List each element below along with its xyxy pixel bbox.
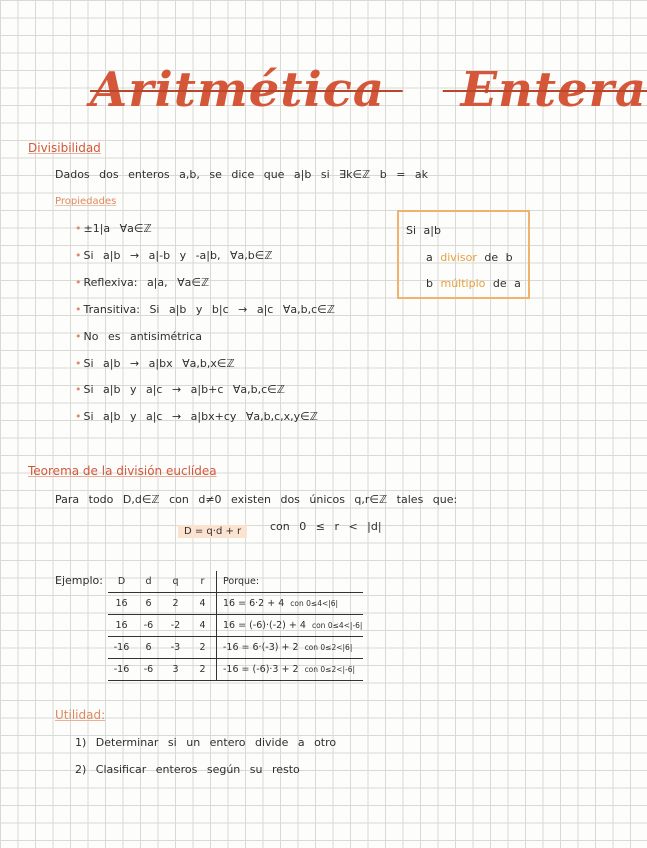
table-header-cell: Porque: xyxy=(217,571,364,593)
table-header-cell: r xyxy=(189,571,217,593)
table-row: -16 6 -3 2 -16 = 6·(-3) + 2 con 0≤2<|6| xyxy=(108,637,363,659)
property-item: • Si a|b y a|c → a|bx+cy ∀a,b,c,x,y∈ℤ xyxy=(75,410,318,423)
section-heading-teorema: Teorema de la división euclídea xyxy=(28,464,217,478)
box-line-1: Si a|b xyxy=(406,224,441,237)
property-item: • Reflexiva: a|a, ∀a∈ℤ xyxy=(75,276,210,289)
title-word-2: Entera xyxy=(460,62,647,118)
page-title xyxy=(90,62,647,118)
section-heading-utilidad: Utilidad: xyxy=(55,708,106,722)
property-item: • No es antisimétrica xyxy=(75,330,202,343)
property-item: • ±1|a ∀a∈ℤ xyxy=(75,222,152,235)
table-header-row xyxy=(108,571,363,593)
divisor-word: divisor xyxy=(440,251,477,264)
utility-item: 1) Determinar si un entero divide a otro xyxy=(75,736,337,749)
example-table xyxy=(108,571,363,681)
divisibility-definition: Dados dos enteros a,b, se dice que a|b si ∃k∈ℤ b = ak xyxy=(55,168,429,181)
table-header-cell: D xyxy=(108,571,135,593)
property-item: • Si a|b → a|bx ∀a,b,x∈ℤ xyxy=(75,357,235,370)
multiple-word: múltiplo xyxy=(440,277,486,290)
theorem-formula: D = q·d + r xyxy=(178,519,247,538)
table-row: -16 -6 3 2 -16 = (-6)·3 + 2 con 0≤2<|-6| xyxy=(108,659,363,681)
properties-heading: Propiedades xyxy=(55,196,117,207)
box-line-3: b múltiplo de a xyxy=(426,277,521,290)
box-line-2: a divisor de b xyxy=(426,251,513,264)
utility-item: 2) Clasificar enteros según su resto xyxy=(75,763,300,776)
property-item: • Transitiva: Si a|b y b|c → a|c ∀a,b,c∈ℤ xyxy=(75,303,335,316)
title-word-1: Aritmética xyxy=(90,62,385,118)
example-label: Ejemplo: xyxy=(55,574,103,587)
divisor-multiple-box xyxy=(397,210,530,299)
table-header-cell: d xyxy=(135,571,162,593)
table-row: 16 -6 -2 4 16 = (-6)·(-2) + 4 con 0≤4<|-6| xyxy=(108,615,363,637)
table-row: 16 6 2 4 16 = 6·2 + 4 con 0≤4<|6| xyxy=(108,593,363,615)
property-item: • Si a|b y a|c → a|b+c ∀a,b,c∈ℤ xyxy=(75,383,285,396)
property-item: • Si a|b → a|-b y -a|b, ∀a,b∈ℤ xyxy=(75,249,273,262)
section-heading-divisibilidad: Divisibilidad xyxy=(28,141,101,155)
theorem-statement: Para todo D,d∈ℤ con d≠0 existen dos únicos q,r∈ℤ tales que: xyxy=(55,493,458,506)
theorem-condition: con 0 ≤ r < |d| xyxy=(270,520,382,533)
table-header-cell: q xyxy=(162,571,189,593)
